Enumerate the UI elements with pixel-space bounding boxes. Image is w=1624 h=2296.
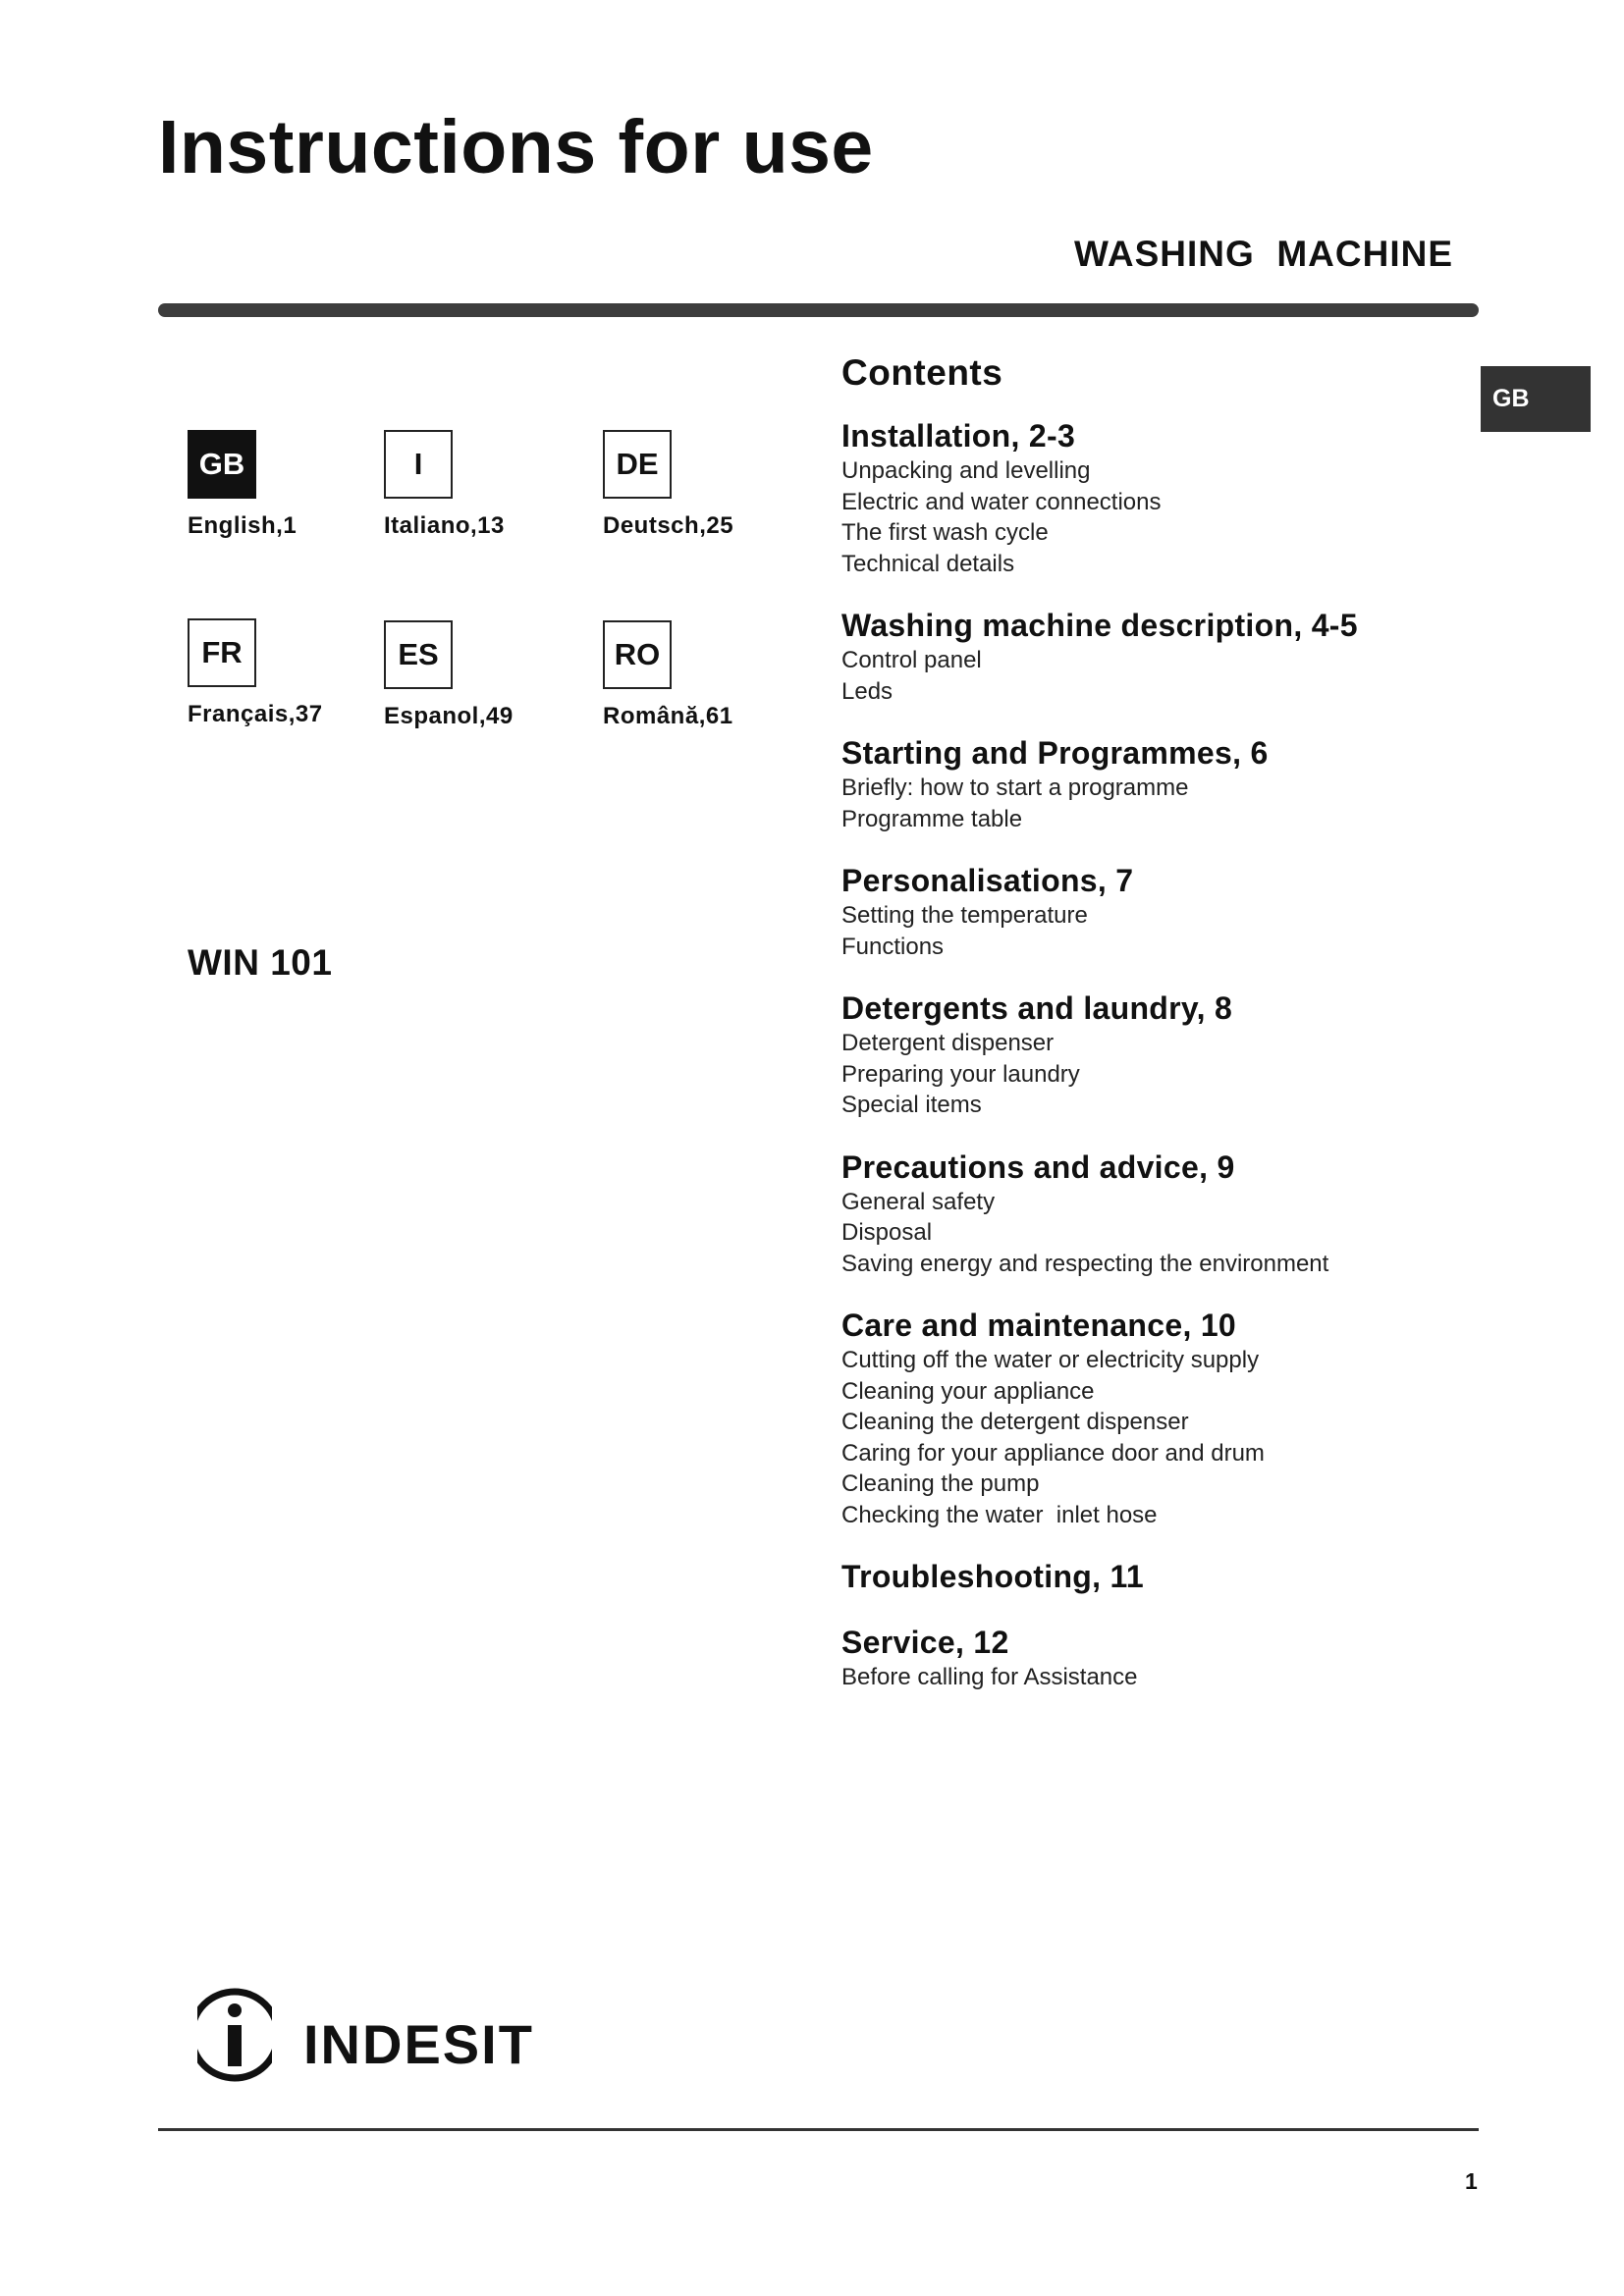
toc-item[interactable]: Cleaning your appliance xyxy=(841,1377,1095,1405)
toc-item[interactable]: Programme table xyxy=(841,805,1023,832)
language-code-box: ES xyxy=(384,620,453,689)
header-divider xyxy=(158,303,1479,317)
language-label: English,1 xyxy=(188,512,298,539)
toc-section xyxy=(841,988,1450,1121)
language-side-tab: GB xyxy=(1481,366,1591,432)
language-option-ro[interactable] xyxy=(603,620,780,730)
language-option-gb[interactable] xyxy=(188,430,364,540)
toc-section xyxy=(841,1148,1450,1280)
toc-heading[interactable]: Precautions and advice, 9 xyxy=(841,1148,1235,1185)
language-option-de[interactable] xyxy=(603,430,780,540)
toc-heading[interactable]: Starting and Programmes, 6 xyxy=(841,735,1269,771)
language-code-box: DE xyxy=(603,430,672,499)
toc-item[interactable]: Control panel xyxy=(841,647,982,673)
model-number: WIN 101 xyxy=(188,942,333,983)
toc-heading[interactable]: Washing machine description, 4-5 xyxy=(841,608,1358,643)
toc-item[interactable]: Saving energy and respecting the environment xyxy=(841,1250,1329,1277)
toc-item[interactable]: General safety xyxy=(841,1188,996,1215)
language-option-fr[interactable] xyxy=(188,618,364,728)
indesit-logo xyxy=(188,1986,561,2084)
language-code-box: FR xyxy=(188,618,256,687)
toc-heading[interactable]: Personalisations, 7 xyxy=(841,863,1134,898)
language-label: Français,37 xyxy=(188,701,323,727)
page-title: Instructions for use xyxy=(158,105,874,189)
toc-section xyxy=(841,416,1450,579)
toc-item[interactable]: Technical details xyxy=(841,550,1015,577)
toc-item[interactable]: Setting the temperature xyxy=(841,902,1088,929)
toc-item[interactable]: Electric and water connections xyxy=(841,488,1162,515)
toc-heading[interactable]: Detergents and laundry, 8 xyxy=(841,990,1233,1026)
toc-item[interactable]: Cutting off the water or electricity supply xyxy=(841,1347,1260,1373)
table-of-contents xyxy=(841,416,1450,1720)
toc-section xyxy=(841,606,1450,707)
svg-text:INDESIT: INDESIT xyxy=(303,2013,534,2075)
page-number: 1 xyxy=(1465,2168,1478,2194)
toc-item[interactable]: Cleaning the detergent dispenser xyxy=(841,1409,1189,1435)
toc-heading[interactable]: Care and maintenance, 10 xyxy=(841,1308,1237,1343)
language-label: Espanol,49 xyxy=(384,703,514,729)
toc-item[interactable]: Unpacking and levelling xyxy=(841,457,1091,484)
toc-item[interactable]: Preparing your laundry xyxy=(841,1060,1080,1088)
toc-heading[interactable]: Service, 12 xyxy=(841,1625,1009,1660)
toc-section xyxy=(841,1306,1450,1530)
toc-item[interactable]: The first wash cycle xyxy=(841,519,1049,546)
contents-title: Contents xyxy=(841,352,1003,393)
toc-section xyxy=(841,733,1450,834)
language-label: Italiano,13 xyxy=(384,512,505,539)
toc-heading[interactable]: Installation, 2-3 xyxy=(841,418,1076,454)
toc-item[interactable]: Before calling for Assistance xyxy=(841,1664,1138,1690)
toc-section xyxy=(841,1557,1450,1596)
language-option-it[interactable] xyxy=(384,430,561,540)
toc-item[interactable]: Leds xyxy=(841,677,893,705)
product-type: WASHING MACHINE xyxy=(1074,234,1453,274)
toc-item[interactable]: Disposal xyxy=(841,1219,933,1246)
language-label: Deutsch,25 xyxy=(603,512,734,539)
toc-item[interactable]: Cleaning the pump xyxy=(841,1470,1040,1497)
toc-item[interactable]: Detergent dispenser xyxy=(841,1030,1055,1056)
toc-item[interactable]: Checking the water inlet hose xyxy=(841,1501,1158,1528)
toc-heading[interactable]: Troubleshooting, 11 xyxy=(841,1559,1144,1594)
toc-section xyxy=(841,1623,1450,1693)
toc-item[interactable]: Functions xyxy=(841,933,945,960)
toc-item[interactable]: Caring for your appliance door and drum xyxy=(841,1439,1265,1467)
toc-section xyxy=(841,861,1450,962)
footer-divider xyxy=(158,2128,1479,2131)
language-label: Română,61 xyxy=(603,703,733,729)
language-code-box: GB xyxy=(188,430,256,499)
language-option-es[interactable] xyxy=(384,620,561,730)
toc-item[interactable]: Special items xyxy=(841,1092,982,1118)
language-code-box: RO xyxy=(603,620,672,689)
language-code-box: I xyxy=(384,430,453,499)
toc-item[interactable]: Briefly: how to start a programme xyxy=(841,774,1189,801)
